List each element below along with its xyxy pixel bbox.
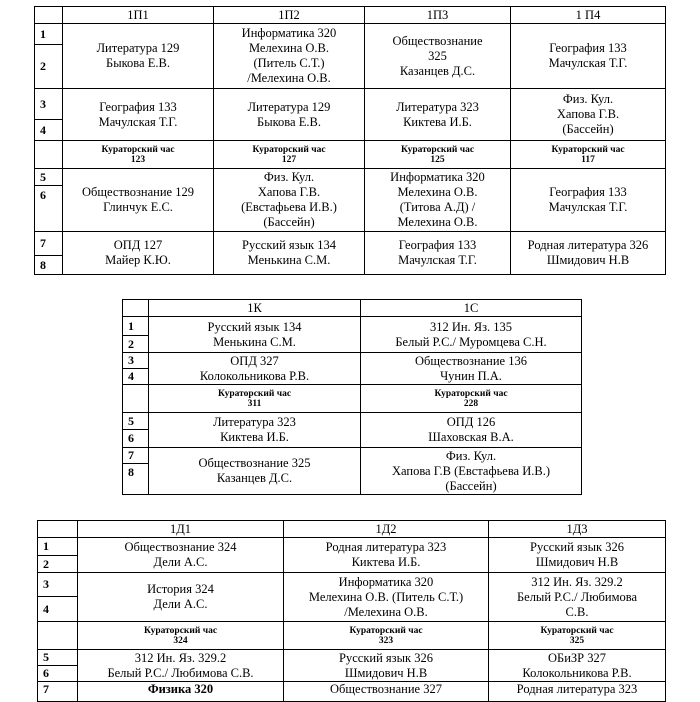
lesson-number: 7 xyxy=(123,448,149,464)
lesson-line: (Бассейн) xyxy=(562,122,614,136)
lesson-line: Литература 323 xyxy=(213,415,296,429)
group-header: 1К xyxy=(149,300,361,317)
lesson-line: География 133 xyxy=(549,41,627,55)
lesson-line: Мелехина О.В. xyxy=(397,185,478,199)
lesson-line: Литература 323 xyxy=(396,99,479,114)
lesson-number: 2 xyxy=(35,45,63,89)
lesson-number: 1 xyxy=(123,317,149,336)
lesson-line: Быкова Е.В. xyxy=(257,114,321,129)
lesson-line: Обществознание xyxy=(392,33,483,48)
lesson-line: Дели А.С. xyxy=(153,555,208,569)
lesson-cell xyxy=(365,24,511,89)
lesson-line: География 133 xyxy=(549,185,627,199)
curator-room: 323 xyxy=(378,635,394,646)
lesson-cell xyxy=(78,650,284,682)
schedule-table-3 xyxy=(37,520,666,702)
lesson-cell xyxy=(284,650,489,682)
curator-cell xyxy=(365,141,511,169)
lesson-line: География 133 xyxy=(398,238,477,252)
lesson-cell xyxy=(214,89,365,141)
curator-label: Кураторский час xyxy=(540,625,614,636)
lesson-cell xyxy=(361,353,582,385)
lesson-cell xyxy=(365,89,511,141)
lesson-line: Родная литература 326 xyxy=(527,238,649,252)
lesson-line: Обществознание 327 xyxy=(330,682,442,696)
lesson-line: Шмидович Н.В xyxy=(546,253,630,267)
lesson-cell xyxy=(149,353,361,385)
lesson-line: 312 Ин. Яз. 135 xyxy=(429,319,513,334)
lesson-line: История 324 xyxy=(147,582,214,596)
lesson-line: Шмидович Н.В xyxy=(344,665,428,680)
group-header: 1 П4 xyxy=(511,7,666,24)
lesson-cell xyxy=(63,169,214,232)
curator-label: Кураторский час xyxy=(101,144,175,155)
lesson-line: Информатика 320 xyxy=(241,26,337,40)
group-header: 1П1 xyxy=(63,7,214,24)
lesson-line: Глинчук Е.С. xyxy=(103,200,173,214)
lesson-line: Мачулская Т.Г. xyxy=(98,114,178,129)
lesson-number: 4 xyxy=(123,369,149,385)
lesson-number: 2 xyxy=(38,556,78,573)
group-header: 1Д1 xyxy=(78,521,284,538)
curator-label: Кураторский час xyxy=(252,144,326,155)
lesson-cell xyxy=(365,169,511,232)
lesson-line: Шмидович Н.В xyxy=(535,555,619,569)
lesson-number: 2 xyxy=(123,336,149,353)
curator-room: 117 xyxy=(581,154,595,165)
lesson-cell xyxy=(284,573,489,622)
corner-cell xyxy=(123,300,149,317)
corner-cell xyxy=(35,7,63,24)
lesson-cell xyxy=(361,448,582,495)
lesson-cell xyxy=(63,232,214,275)
lesson-number: 5 xyxy=(35,169,63,186)
lesson-line: Чунин П.А. xyxy=(440,368,502,383)
schedule-table-2 xyxy=(122,299,582,495)
lesson-line: Менькина С.М. xyxy=(213,334,296,349)
lesson-number: 8 xyxy=(123,464,149,495)
curator-cell xyxy=(63,141,214,169)
lesson-line: Белый Р.С./ Любимова С.В. xyxy=(107,665,254,680)
lesson-line: Русский язык 326 xyxy=(530,540,624,554)
lesson-number: 6 xyxy=(123,430,149,448)
lesson-line: 312 Ин. Яз. 329.2 xyxy=(531,574,623,589)
curator-label: Кураторский час xyxy=(400,144,475,155)
lesson-line: Киктева И.Б. xyxy=(351,555,421,569)
lesson-number: 5 xyxy=(38,650,78,666)
group-header: 1Д2 xyxy=(284,521,489,538)
lesson-line: Русский язык 326 xyxy=(339,650,433,665)
curator-room: 123 xyxy=(130,154,146,165)
group-header: 1Д3 xyxy=(489,521,666,538)
curator-cell xyxy=(149,385,361,413)
lesson-number: 1 xyxy=(35,24,63,45)
lesson-line: Информатика 320 xyxy=(338,574,434,589)
lesson-line: Хапова Г.В. xyxy=(257,185,321,199)
lesson-cell xyxy=(78,682,284,702)
curator-room: 325 xyxy=(569,635,585,646)
lesson-line: ОПД 126 xyxy=(446,415,496,429)
lesson-cell xyxy=(149,317,361,353)
lesson-cell xyxy=(511,169,666,232)
curator-room: 228 xyxy=(463,398,479,409)
lesson-line: Казанцев Д.С. xyxy=(399,63,476,78)
lesson-number: 7 xyxy=(35,232,63,256)
curator-cell xyxy=(489,622,666,650)
lesson-line: /Мелехина О.В. xyxy=(344,604,428,619)
lesson-line: Хапова Г.В. xyxy=(556,107,620,121)
lesson-line: Обществознание 325 xyxy=(198,456,311,470)
lesson-cell xyxy=(489,538,666,573)
curator-label: Кураторский час xyxy=(551,144,625,155)
lesson-cell xyxy=(489,650,666,682)
lesson-line: Мачулская Т.Г. xyxy=(398,253,477,267)
curator-room: 125 xyxy=(430,154,445,165)
lesson-number: 4 xyxy=(35,120,63,141)
header-row xyxy=(38,521,666,538)
lesson-line: Физ. Кул. xyxy=(562,92,614,106)
lesson-cell xyxy=(511,232,666,275)
lesson-line: Мачулская Т.Г. xyxy=(548,200,628,214)
lesson-line: Колокольникова Р.В. xyxy=(522,665,632,680)
lesson-number: 8 xyxy=(35,256,63,275)
lesson-line: Быкова Е.В. xyxy=(106,56,170,70)
lesson-line: С.В. xyxy=(565,604,589,619)
lesson-cell xyxy=(489,573,666,622)
lesson-line: География 133 xyxy=(99,99,177,114)
curator-row xyxy=(123,385,582,413)
lesson-line: Информатика 320 xyxy=(390,170,485,184)
lesson-line: Казанцев Д.С. xyxy=(216,471,293,485)
group-header: 1С xyxy=(361,300,582,317)
lesson-line: Белый Р.С./ Любимова xyxy=(516,589,638,604)
lesson-cell xyxy=(149,448,361,495)
lesson-line: Мелехина О.В. (Питель С.Т.) xyxy=(308,589,464,604)
lesson-cell xyxy=(511,89,666,141)
curator-room: 311 xyxy=(247,398,262,409)
lesson-line: 325 xyxy=(428,48,447,63)
lesson-line: Обществознание 136 xyxy=(415,353,527,368)
curator-cell xyxy=(78,622,284,650)
curator-label: Кураторский час xyxy=(349,625,423,636)
lesson-cell xyxy=(149,413,361,448)
lesson-line: (Титова А.Д) / xyxy=(399,200,476,214)
lesson-number: 6 xyxy=(38,666,78,682)
curator-row xyxy=(38,622,666,650)
lesson-line: Мелехина О.В. xyxy=(248,41,330,55)
lesson-line: Физ. Кул. xyxy=(263,170,315,184)
curator-cell xyxy=(511,141,666,169)
lesson-line: Белый Р.С./ Муромцева С.Н. xyxy=(395,334,547,349)
lesson-line: (Евстафьева И.В.) xyxy=(241,200,337,214)
lesson-line: Мелехина О.В. xyxy=(397,215,478,229)
lesson-line: Мачулская Т.Г. xyxy=(548,56,628,70)
lesson-cell xyxy=(511,24,666,89)
lesson-line: ОБиЗР 327 xyxy=(548,650,606,665)
header-row xyxy=(123,300,582,317)
curator-label: Кураторский час xyxy=(217,388,292,399)
lesson-cell xyxy=(214,24,365,89)
header-row xyxy=(35,7,666,24)
lesson-line: Киктева И.Б. xyxy=(403,114,472,129)
lesson-number: 7 xyxy=(38,682,78,702)
lesson-line: (Бассейн) xyxy=(263,215,315,229)
lesson-line: Дели А.С. xyxy=(153,597,208,611)
curator-cell xyxy=(214,141,365,169)
lesson-line: (Питель С.Т.) xyxy=(253,56,325,70)
lesson-cell xyxy=(78,573,284,622)
lesson-cell xyxy=(284,682,489,702)
lesson-line: Обществознание 129 xyxy=(82,185,194,199)
lesson-cell xyxy=(489,682,666,702)
lesson-line: Шаховская В.А. xyxy=(428,430,514,444)
lesson-cell xyxy=(214,169,365,232)
lesson-line: Литература 129 xyxy=(247,99,331,114)
lesson-line: (Бассейн) xyxy=(445,478,497,493)
lesson-number: 1 xyxy=(38,538,78,556)
lesson-number: 3 xyxy=(35,89,63,120)
lesson-cell xyxy=(78,538,284,573)
lesson-cell xyxy=(365,232,511,275)
lesson-line: Родная литература 323 xyxy=(325,540,447,554)
lesson-number: 5 xyxy=(123,413,149,430)
lesson-line: ОПД 327 xyxy=(230,353,279,368)
lesson-number: 3 xyxy=(38,573,78,597)
lesson-line: 312 Ин. Яз. 329.2 xyxy=(134,650,227,665)
group-header: 1П2 xyxy=(214,7,365,24)
lesson-cell xyxy=(63,89,214,141)
curator-label: Кураторский час xyxy=(434,388,508,399)
corner-cell xyxy=(38,521,78,538)
lesson-cell xyxy=(361,413,582,448)
lesson-line: Русский язык 134 xyxy=(242,238,336,252)
curator-label: Кураторский час xyxy=(143,625,218,636)
lesson-line: ОПД 127 xyxy=(113,238,163,252)
lesson-line: /Мелехина О.В. xyxy=(247,71,331,85)
schedule-table-1 xyxy=(34,6,666,275)
lesson-number: 3 xyxy=(123,353,149,369)
lesson-cell xyxy=(63,24,214,89)
lesson-line: Родная литература 323 xyxy=(516,682,638,696)
curator-room: 324 xyxy=(173,635,188,646)
lesson-cell xyxy=(284,538,489,573)
lesson-cell xyxy=(361,317,582,353)
lesson-line: Менькина С.М. xyxy=(247,253,331,267)
lesson-number: 4 xyxy=(38,597,78,622)
lesson-line: Колокольникова Р.В. xyxy=(199,368,310,383)
lesson-line: Физ. Кул. xyxy=(445,448,497,463)
lesson-line: Русский язык 134 xyxy=(207,319,302,334)
lesson-cell xyxy=(214,232,365,275)
lesson-number: 6 xyxy=(35,186,63,232)
curator-room: 127 xyxy=(281,154,297,165)
curator-cell xyxy=(361,385,582,413)
lesson-line: Литература 129 xyxy=(96,41,180,55)
lesson-line: Киктева И.Б. xyxy=(220,430,289,444)
lesson-line: Физика 320 xyxy=(147,682,214,696)
curator-row xyxy=(35,141,666,169)
lesson-line: Обществознание 324 xyxy=(124,540,237,554)
group-header: 1П3 xyxy=(365,7,511,24)
lesson-line: Майер К.Ю. xyxy=(105,253,171,267)
curator-cell xyxy=(284,622,489,650)
lesson-line: Хапова Г.В (Евстафьева И.В.) xyxy=(391,463,551,478)
